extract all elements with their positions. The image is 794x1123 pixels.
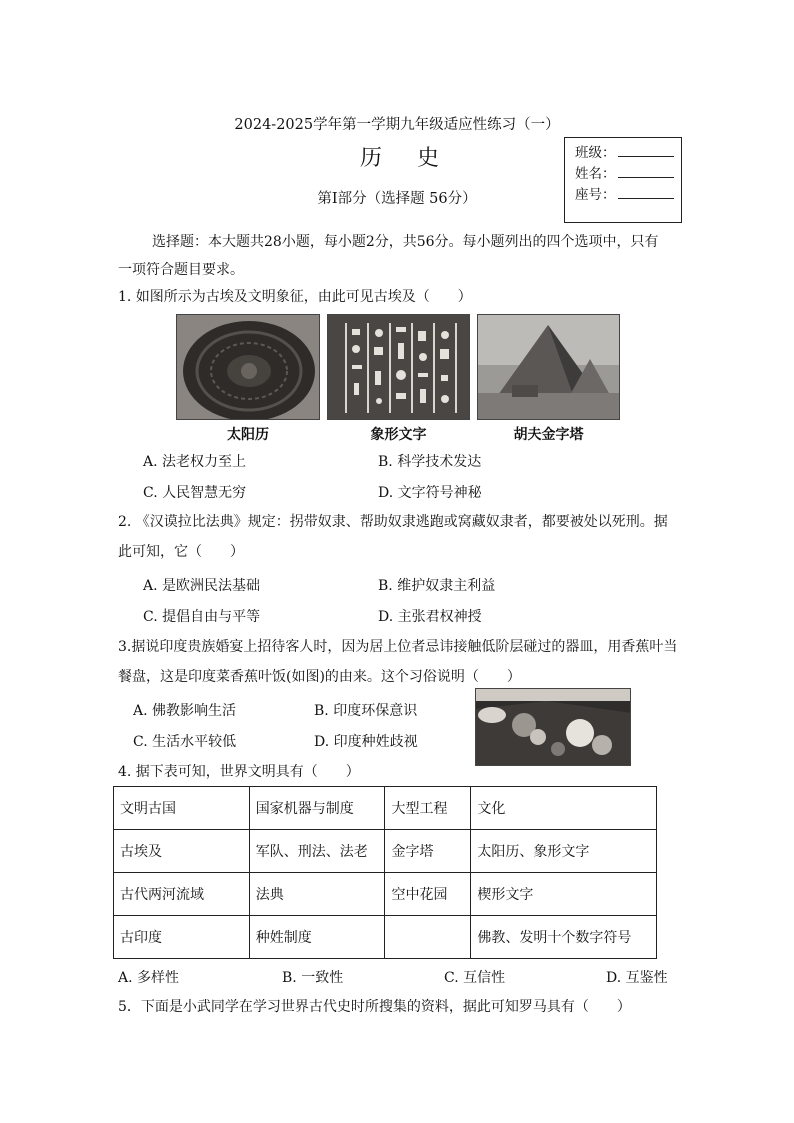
q4-option-d[interactable]: D. 互鉴性 — [606, 970, 668, 986]
table-cell: 太阳历、象形文字 — [471, 830, 657, 873]
class-label: 班级： — [575, 145, 616, 161]
q1-option-c[interactable]: C. 人民智慧无穷 — [143, 485, 247, 501]
table-header-cell: 文明古国 — [114, 787, 250, 830]
name-label: 姓名： — [575, 166, 616, 182]
hieroglyph-image — [327, 314, 470, 420]
table-row — [114, 873, 657, 916]
q1-option-d[interactable]: D. 文字符号神秘 — [378, 485, 482, 501]
name-blank[interactable] — [618, 165, 674, 178]
table-row — [114, 916, 657, 959]
q2-option-d[interactable]: D. 主张君权神授 — [378, 609, 482, 625]
table-cell: 古埃及 — [114, 830, 250, 873]
q3-option-b[interactable]: B. 印度环保意识 — [314, 703, 418, 719]
sun-calendar-image — [176, 314, 320, 420]
student-info-box — [564, 137, 682, 223]
table-cell — [385, 916, 471, 959]
q3-option-c[interactable]: C. 生活水平较低 — [133, 734, 237, 750]
caption-sun-calendar: 太阳历 — [227, 427, 269, 443]
q4-option-b[interactable]: B. 一致性 — [282, 970, 344, 986]
table-header-cell: 文化 — [471, 787, 657, 830]
caption-pyramid: 胡夫金字塔 — [513, 427, 584, 443]
exam-title: 2024-2025学年第一学期九年级适应性练习（一） — [234, 117, 560, 133]
caption-hieroglyphs: 象形文字 — [370, 427, 427, 443]
q1-stem: 1. 如图所示为古埃及文明象征，由此可见古埃及（ ） — [118, 289, 472, 305]
subject-title: 历 史 — [360, 146, 453, 171]
q1-option-a[interactable]: A. 法老权力至上 — [143, 454, 247, 470]
table-row — [114, 830, 657, 873]
q4-option-c[interactable]: C. 互信性 — [444, 970, 506, 986]
banana-leaf-rice-image — [475, 688, 631, 766]
table-header-cell: 大型工程 — [385, 787, 471, 830]
q3-option-d[interactable]: D. 印度种姓歧视 — [314, 734, 418, 750]
instructions-line2: 一项符合题目要求。 — [118, 262, 244, 278]
q2-stem-line2: 此可知，它（ ） — [118, 544, 244, 560]
q2-stem-line1: 2. 《汉谟拉比法典》规定：拐带奴隶、帮助奴隶逃跑或窝藏奴隶者，都要被处以死刑。据 — [118, 514, 668, 530]
table-cell: 楔形文字 — [471, 873, 657, 916]
class-blank[interactable] — [618, 144, 674, 157]
seat-blank[interactable] — [618, 186, 674, 199]
q4-stem: 4. 据下表可知，世界文明具有（ ） — [118, 764, 360, 780]
table-header-cell: 国家机器与制度 — [249, 787, 385, 830]
table-header-row — [114, 787, 657, 830]
q3-stem-line2: 餐盘，这是印度菜香蕉叶饭(如图)的由来。这个习俗说明（ ） — [118, 669, 521, 685]
q4-option-a[interactable]: A. 多样性 — [118, 970, 180, 986]
table-cell: 法典 — [249, 873, 385, 916]
seat-label: 座号： — [575, 187, 616, 203]
pyramid-image — [477, 314, 620, 420]
q5-stem: 5．下面是小武同学在学习世界古代史时所搜集的资料，据此可知罗马具有（ ） — [118, 999, 631, 1015]
table-cell: 种姓制度 — [249, 916, 385, 959]
table-cell: 军队、刑法、法老 — [249, 830, 385, 873]
table-cell: 金字塔 — [385, 830, 471, 873]
part-heading: 第Ⅰ部分（选择题 56分） — [317, 191, 477, 207]
q1-option-b[interactable]: B. 科学技术发达 — [378, 454, 482, 470]
table-cell: 空中花园 — [385, 873, 471, 916]
q2-option-a[interactable]: A. 是欧洲民法基础 — [143, 578, 261, 594]
instructions-line1: 选择题：本大题共28小题，每小题2分，共56分。每小题列出的四个选项中，只有 — [152, 234, 659, 250]
table-cell: 佛教、发明十个数字符号 — [471, 916, 657, 959]
q3-option-a[interactable]: A. 佛教影响生活 — [133, 703, 237, 719]
table-cell: 古代两河流域 — [114, 873, 250, 916]
q3-stem-line1: 3.据说印度贵族婚宴上招待客人时，因为居上位者忌讳接触低阶层碰过的器皿，用香蕉叶当 — [118, 639, 678, 655]
civilization-table — [113, 786, 657, 959]
table-cell: 古印度 — [114, 916, 250, 959]
q2-option-c[interactable]: C. 提倡自由与平等 — [143, 609, 261, 625]
q2-option-b[interactable]: B. 维护奴隶主利益 — [378, 578, 496, 594]
